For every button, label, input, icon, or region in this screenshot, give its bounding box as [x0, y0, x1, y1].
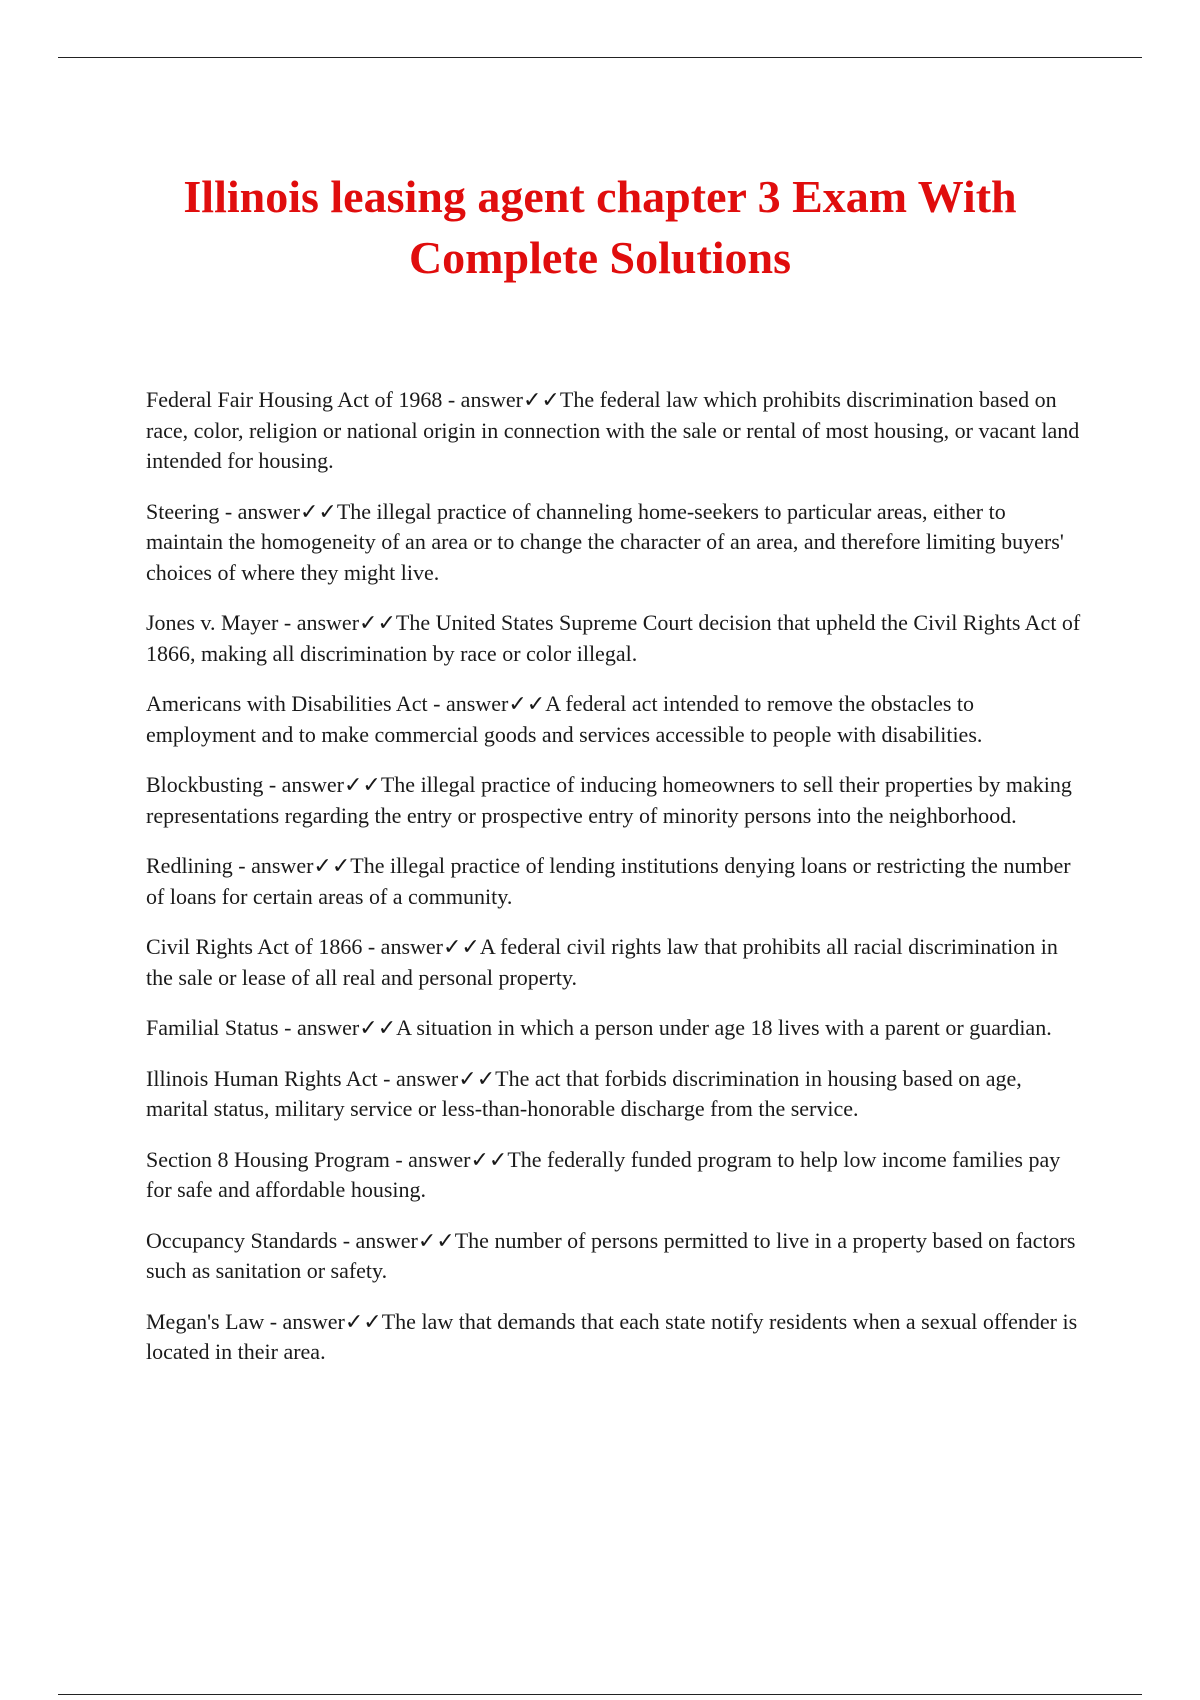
- qa-entry-fair-housing-act: [146, 385, 1086, 477]
- entry-term: Steering: [146, 498, 220, 524]
- entry-term: Redlining: [146, 853, 233, 878]
- answer-separator: - answer: [278, 1015, 360, 1040]
- qa-entry-blockbusting: [146, 770, 1086, 831]
- entry-definition: The act that forbids discrimination in housing based on age, marital status, military service or less-than-honorable discharge from the service.: [146, 1065, 1022, 1121]
- check-mark-icon: ✓✓: [443, 934, 480, 959]
- answer-separator: - answer: [442, 387, 523, 412]
- qa-entry-illinois-human-rights-act: [146, 1064, 1086, 1125]
- entry-definition: The federally funded program to help low income families pay for safe and affordable housing.: [146, 1146, 1061, 1202]
- entry-term: Section 8 Housing Program: [146, 1146, 390, 1172]
- qa-list: [146, 385, 1086, 1388]
- qa-entry-section-8: [146, 1145, 1086, 1206]
- entry-definition: The United States Supreme Court decision that upheld the Civil Rights Act of 1866, making all discrimination by race or color illegal.: [146, 610, 1081, 666]
- check-mark-icon: ✓✓: [470, 1146, 508, 1172]
- check-mark-icon: ✓✓: [508, 691, 546, 716]
- entry-term: Americans with Disabilities Act: [146, 691, 428, 716]
- top-rule: [58, 57, 1142, 58]
- check-mark-icon: ✓✓: [523, 387, 560, 412]
- answer-separator: - answer: [263, 772, 344, 797]
- check-mark-icon: ✓✓: [359, 1015, 397, 1040]
- qa-entry-familial-status: [146, 1013, 1086, 1044]
- answer-separator: - answer: [232, 853, 314, 878]
- check-mark-icon: ✓✓: [299, 498, 337, 524]
- entry-term: Illinois Human Rights Act: [146, 1065, 378, 1091]
- answer-separator: - answer: [337, 1227, 418, 1253]
- check-mark-icon: ✓✓: [417, 1227, 455, 1253]
- check-mark-icon: ✓✓: [343, 772, 381, 797]
- entry-definition: The illegal practice of inducing homeowners to sell their properties by making representations regarding the entry or prospective entry of minority persons into the neighborhood.: [146, 772, 1072, 828]
- qa-entry-jones-v-mayer: [146, 608, 1086, 669]
- entry-term: Occupancy Standards: [146, 1227, 338, 1253]
- entry-definition: The illegal practice of lending institutions denying loans or restricting the number of loans for certain areas of a community.: [146, 853, 1071, 909]
- entry-term: Blockbusting: [146, 772, 264, 797]
- check-mark-icon: ✓✓: [313, 853, 351, 878]
- bottom-rule: [58, 1694, 1142, 1695]
- entry-definition: A federal civil rights law that prohibits all racial discrimination in the sale or lease of all real and personal property.: [146, 934, 1058, 990]
- qa-entry-ada: [146, 689, 1086, 750]
- page-title: Illinois leasing agent chapter 3 Exam With Complete Solutions: [183, 171, 1017, 283]
- qa-entry-civil-rights-act-1866: [146, 932, 1086, 993]
- check-mark-icon: ✓✓: [344, 1308, 382, 1334]
- entry-term: Megan's Law: [146, 1308, 265, 1334]
- entry-term: Familial Status: [146, 1015, 279, 1040]
- answer-separator: - answer: [264, 1308, 345, 1334]
- entry-term: Federal Fair Housing Act of 1968: [146, 387, 443, 412]
- answer-separator: - answer: [362, 934, 443, 959]
- answer-separator: - answer: [389, 1146, 471, 1172]
- check-mark-icon: ✓✓: [359, 610, 396, 635]
- answer-separator: - answer: [278, 610, 360, 635]
- qa-entry-steering: [146, 497, 1086, 589]
- qa-entry-occupancy-standards: [146, 1226, 1086, 1287]
- entry-definition: The federal law which prohibits discrimination based on race, color, religion or national origin in connection with the sale or rental of most housing, or vacant land intended for housing.: [146, 387, 1080, 473]
- entry-term: Jones v. Mayer: [146, 610, 279, 635]
- answer-separator: - answer: [427, 691, 509, 716]
- qa-entry-megans-law: [146, 1307, 1086, 1368]
- entry-definition: A federal act intended to remove the obstacles to employment and to make commercial goods and services accessible to people with disabilities.: [146, 691, 983, 747]
- check-mark-icon: ✓✓: [458, 1065, 496, 1091]
- entry-term: Civil Rights Act of 1866: [146, 934, 363, 959]
- entry-definition: The illegal practice of channeling home-seekers to particular areas, either to maintain the homogeneity of an area or to change the character of an area, and therefore limiting buyers' choices of where they might live.: [146, 498, 1064, 585]
- qa-entry-redlining: [146, 851, 1086, 912]
- answer-separator: - answer: [377, 1065, 459, 1091]
- entry-definition: A situation in which a person under age 18 lives with a parent or guardian.: [396, 1015, 1052, 1040]
- entry-definition: The number of persons permitted to live in a property based on factors such as sanitation or safety.: [146, 1227, 1076, 1283]
- answer-separator: - answer: [219, 498, 300, 524]
- entry-definition: The law that demands that each state notify residents when a sexual offender is located in their area.: [146, 1308, 1078, 1364]
